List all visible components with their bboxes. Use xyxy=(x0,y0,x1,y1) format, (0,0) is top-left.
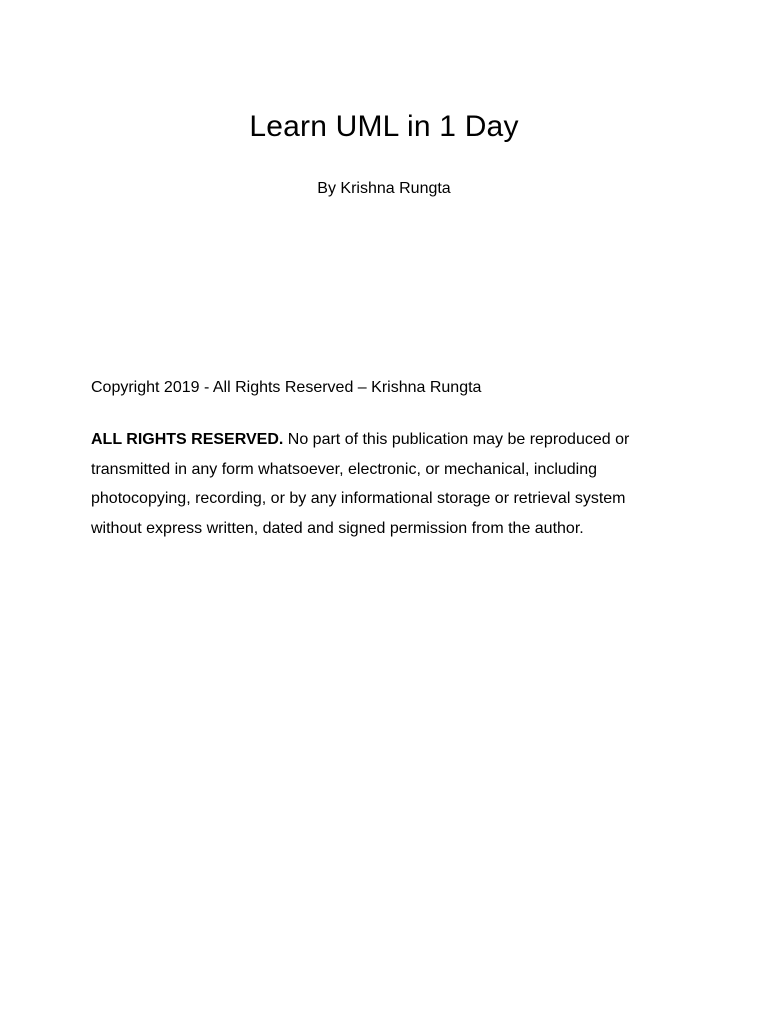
rights-body: No part of this publication may be reproduced or transmitted in any form whatsoever, electronic, or mechanical, including photocopying, recording, or by any informational storage or retrieval system without express written, dated and signed permission from the author. xyxy=(91,431,630,537)
author-line: By Krishna Rungta xyxy=(317,180,451,197)
rights-heading: ALL RIGHTS RESERVED. xyxy=(91,431,284,448)
rights-paragraph xyxy=(91,425,671,543)
copyright-line: Copyright 2019 - All Rights Reserved – Krishna Rungta xyxy=(91,379,482,396)
book-title: Learn UML in 1 Day xyxy=(249,110,519,143)
